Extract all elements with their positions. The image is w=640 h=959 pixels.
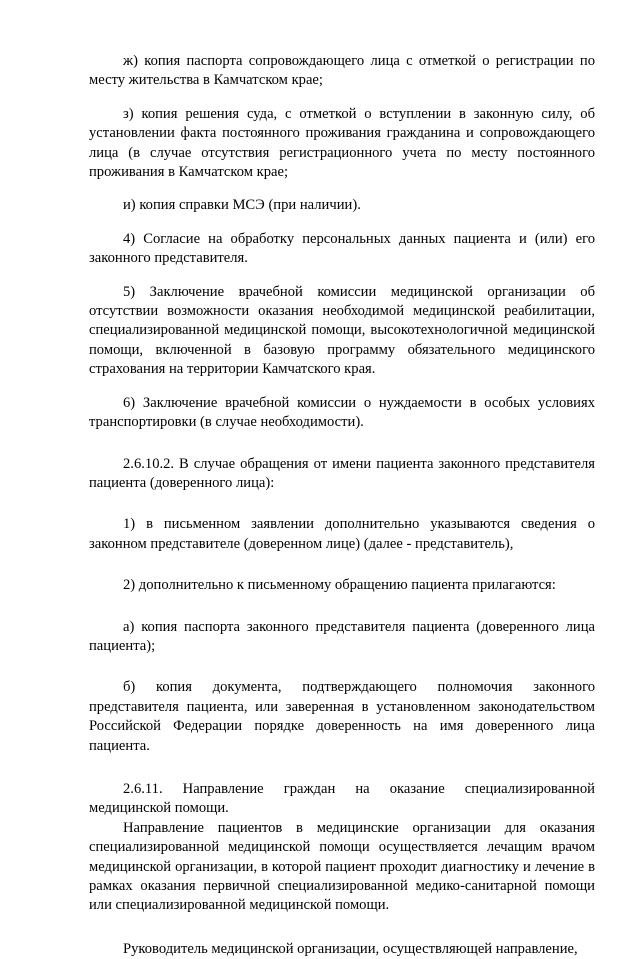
heading-word: на — [355, 780, 370, 797]
document-page — [89, 52, 595, 959]
section-number: 2.6.11. — [123, 780, 163, 797]
paragraph-mse-certificate: и) копия справки МСЭ (при наличии). — [123, 197, 361, 214]
paragraph-representative-passport: а) копия паспорта законного представителя пациента (доверенного лица пациента); — [89, 618, 595, 654]
heading-word: граждан — [283, 780, 336, 797]
paragraph-medical-commission: 5) Заключение врачебной комиссии медицинской организации об отсутствии возможности оказания необходимой медицинской реабилитации, специализированной медицинской помощи, высокотехнологичной медицинской помощи, включенной в базовую программу обязательного медицинского страхования на территории Камчатского края. — [89, 283, 595, 378]
paragraph-transport-conditions: 6) Заключение врачебной комиссии о нуждаемости в особых условиях транспортировки (в случае необходимости). — [89, 394, 595, 431]
section-2-6-11 — [89, 780, 595, 916]
paragraph-2-6-10-2: 2.6.10.2. В случае обращения от имени пациента законного представителя пациента (доверенного лица): — [89, 455, 595, 491]
heading-word: специализированной — [464, 780, 595, 797]
paragraph-court-decision: з) копия решения суда, с отметкой о вступлении в законную силу, об установлении факта постоянного проживания гражданина и сопровождающего лица (в случае отсутствия регистрационного учета по месту постоянного проживания в Камчатском крае; — [89, 105, 595, 181]
paragraph-consent: 4) Согласие на обработку персональных данных пациента и (или) его законного представителя. — [89, 230, 595, 267]
paragraph-passport-escort: ж) копия паспорта сопровождающего лица с отметкой о регистрации по месту жительства в Камчатском крае; — [89, 53, 595, 89]
heading-word: оказание — [389, 780, 445, 797]
section-heading — [89, 780, 595, 799]
paragraph-head-of-organization: Руководитель медицинской организации, осуществляющей направление, — [123, 940, 578, 957]
paragraph-attachments: 2) дополнительно к письменному обращению пациента прилагаются: — [123, 577, 556, 594]
paragraph-representative-info: 1) в письменном заявлении дополнительно указываются сведения о законном представителе (доверенном лице) (далее - представитель), — [89, 516, 595, 552]
section-heading-tail: медицинской помощи. — [89, 800, 229, 817]
heading-word: Направление — [182, 780, 264, 797]
section-body: Направление пациентов в медицинские организации для оказания специализированной медицинской помощи осуществляется лечащим врачом медицинской организации, в которой пациент проходит диагностику и лечение в рамках оказания первичной специализированной медико-санитарной помощи или специализированной медицинской помощи. — [89, 819, 595, 914]
paragraph-authority-document: б) копия документа, подтверждающего полномочия законного представителя пациента, или заверенная в установленном законодательством Российской Федерации порядке доверенность на имя доверенного лица пациента. — [89, 679, 595, 754]
